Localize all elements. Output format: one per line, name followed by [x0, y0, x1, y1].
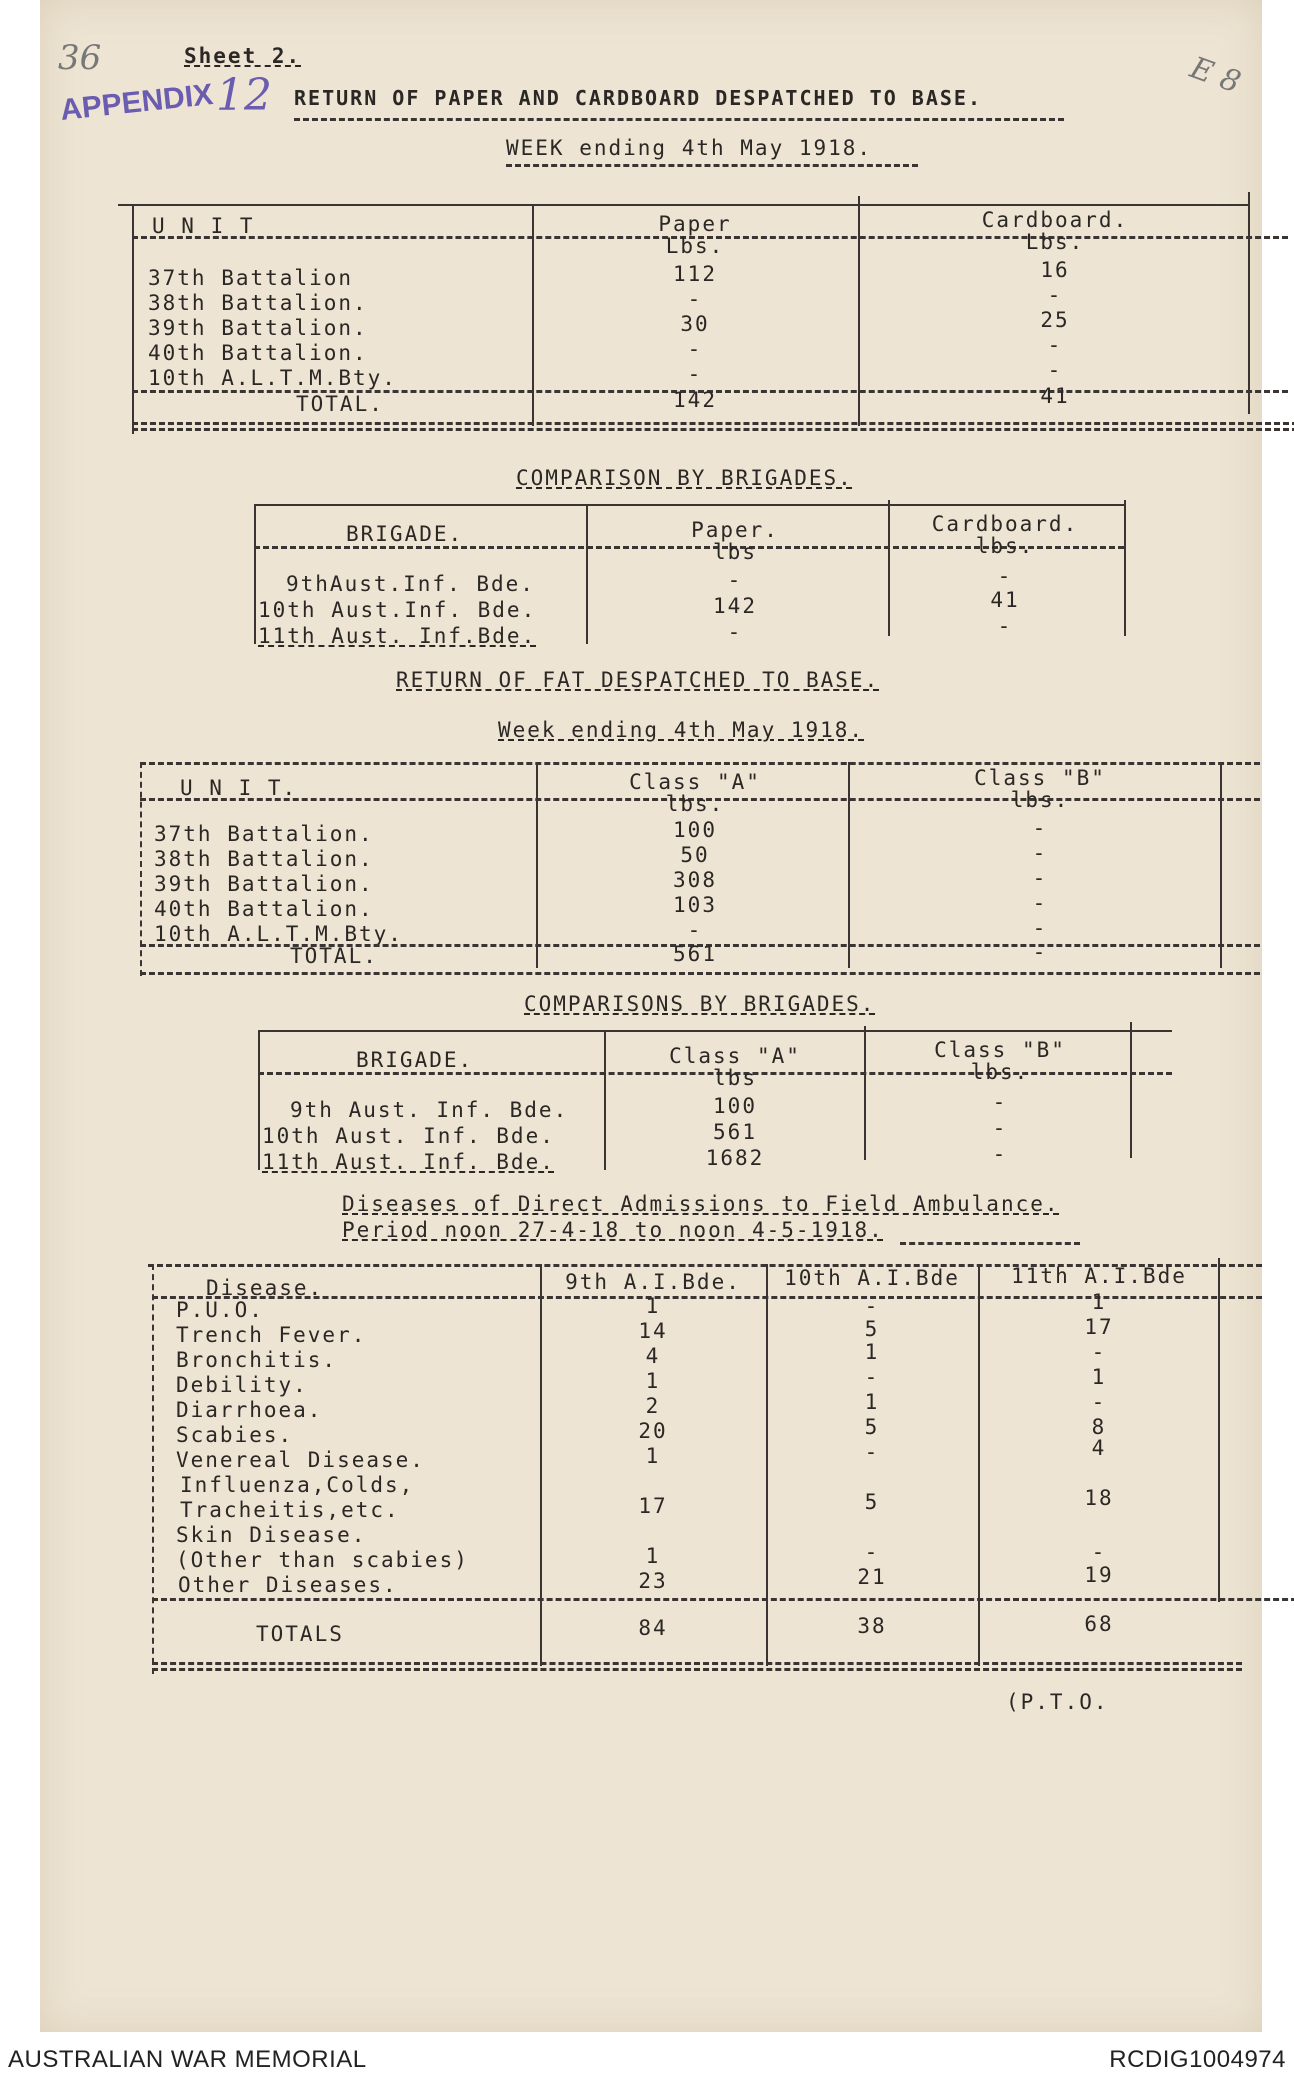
totals-11th: 68: [1084, 1612, 1114, 1636]
header-class-a-lbs: lbs: [713, 1066, 757, 1090]
row-paper: 112: [673, 262, 717, 286]
row-paper: -: [687, 287, 703, 311]
total-class-b: -: [1032, 940, 1048, 964]
disease-10th: -: [864, 1440, 880, 1464]
row-unit: 39th Battalion.: [148, 316, 368, 340]
row-cardboard: -: [1047, 333, 1063, 357]
disease-row: Skin Disease.: [176, 1523, 367, 1547]
header-paper-lbs: Lbs.: [665, 234, 725, 258]
totals-9th: 84: [638, 1616, 668, 1640]
appendix-number: 12: [216, 70, 272, 121]
row-class-b: -: [1032, 866, 1048, 890]
disease-9th: 4: [645, 1344, 661, 1368]
row-brigade: 11th Aust. Inf.Bde.: [258, 624, 537, 648]
disease-row: Other Diseases.: [178, 1573, 398, 1597]
week-ending: WEEK ending 4th May 1918.: [506, 136, 873, 160]
header-cardboard-lbs: Lbs.: [1025, 230, 1085, 254]
row-class-a: 308: [673, 868, 717, 892]
disease-9th: 20: [638, 1419, 668, 1443]
disease-row: Venereal Disease.: [176, 1448, 425, 1472]
header-unit: U N I T.: [180, 776, 298, 800]
header-disease: Disease.: [206, 1276, 324, 1300]
diseases-period: Period noon 27-4-18 to noon 4-5-1918.: [342, 1218, 884, 1242]
row-unit: 40th Battalion.: [148, 341, 368, 365]
row-class-a: -: [687, 918, 703, 942]
row-class-a: 100: [713, 1094, 757, 1118]
row-paper: 142: [713, 594, 757, 618]
disease-9th: 1: [645, 1294, 661, 1318]
disease-9th: 1: [645, 1544, 661, 1568]
disease-11th: 1: [1091, 1290, 1107, 1314]
disease-11th: 18: [1084, 1486, 1114, 1510]
disease-11th: 19: [1084, 1563, 1114, 1587]
pto-note: (P.T.O.: [1006, 1690, 1109, 1714]
row-class-b: -: [1032, 916, 1048, 940]
disease-11th: 1: [1091, 1365, 1107, 1389]
header-cardboard-lbs: lbs.: [975, 534, 1035, 558]
disease-10th: 5: [864, 1490, 880, 1514]
disease-10th: -: [864, 1540, 880, 1564]
row-cardboard: 41: [990, 588, 1020, 612]
row-brigade: 11th Aust. Inf. Bde.: [262, 1150, 555, 1174]
row-class-a: 1682: [705, 1146, 765, 1170]
row-class-a: 561: [713, 1120, 757, 1144]
row-class-a: 103: [673, 893, 717, 917]
header-class-a: Class "A": [629, 770, 761, 794]
page-title: RETURN OF PAPER AND CARDBOARD DESPATCHED TO BASE.: [294, 86, 983, 110]
corner-number: 36: [58, 38, 102, 78]
disease-10th: 1: [864, 1390, 880, 1414]
disease-row: Debility.: [176, 1373, 308, 1397]
appendix-stamp: APPENDIX: [58, 78, 215, 127]
disease-9th: 14: [638, 1319, 668, 1343]
row-class-a: 100: [673, 818, 717, 842]
row-brigade: 9thAust.Inf. Bde.: [286, 572, 535, 596]
row-unit: 10th A.L.T.M.Bty.: [148, 366, 397, 390]
row-class-b: -: [1032, 891, 1048, 915]
row-paper: -: [727, 620, 743, 644]
disease-9th: 2: [645, 1394, 661, 1418]
header-paper: Paper: [658, 212, 732, 236]
section-title: COMPARISONS BY BRIGADES.: [524, 992, 876, 1016]
header-brigade: BRIGADE.: [356, 1048, 474, 1072]
disease-10th: 1: [864, 1340, 880, 1364]
row-cardboard: -: [1047, 358, 1063, 382]
disease-row: Influenza,Colds,: [180, 1473, 415, 1497]
row-class-b: -: [1032, 816, 1048, 840]
total-cardboard: 41: [1040, 384, 1070, 408]
disease-10th: 5: [864, 1415, 880, 1439]
header-class-a: Class "A": [669, 1044, 801, 1068]
header-paper-lbs: lbs: [713, 540, 757, 564]
row-cardboard: -: [997, 564, 1013, 588]
disease-11th: -: [1091, 1340, 1107, 1364]
disease-10th: -: [864, 1365, 880, 1389]
row-unit: 37th Battalion: [148, 266, 354, 290]
header-9th: 9th A.I.Bde.: [565, 1270, 741, 1294]
row-paper: 30: [680, 312, 710, 336]
footer-id: RCDIG1004974: [1109, 2046, 1286, 2073]
row-unit: 38th Battalion.: [154, 847, 374, 871]
row-class-b: -: [992, 1090, 1008, 1114]
row-unit: 10th A.L.T.M.Bty.: [154, 922, 403, 946]
header-class-b: Class "B": [934, 1038, 1066, 1062]
disease-row: Scabies.: [176, 1423, 294, 1447]
row-unit: 38th Battalion.: [148, 291, 368, 315]
disease-9th: 23: [638, 1569, 668, 1593]
row-brigade: 10th Aust.Inf. Bde.: [258, 598, 537, 622]
fat-title: RETURN OF FAT DESPATCHED TO BASE.: [396, 668, 880, 692]
header-paper: Paper.: [691, 518, 779, 542]
sheet-label: Sheet 2.: [184, 44, 302, 68]
row-cardboard: 25: [1040, 308, 1070, 332]
disease-row: Bronchitis.: [176, 1348, 338, 1372]
fat-week: Week ending 4th May 1918.: [498, 718, 865, 742]
row-cardboard: -: [997, 614, 1013, 638]
row-brigade: 10th Aust. Inf. Bde.: [262, 1124, 555, 1148]
row-brigade: 9th Aust. Inf. Bde.: [290, 1098, 569, 1122]
totals-10th: 38: [857, 1614, 887, 1638]
corner-mark: E 8: [1185, 50, 1245, 101]
disease-11th: -: [1091, 1390, 1107, 1414]
total-class-a: 561: [673, 942, 717, 966]
disease-9th: 1: [645, 1369, 661, 1393]
row-cardboard: 16: [1040, 258, 1070, 282]
header-class-b-lbs: lbs.: [1010, 788, 1070, 812]
disease-11th: 17: [1084, 1315, 1114, 1339]
footer-source: AUSTRALIAN WAR MEMORIAL: [8, 2046, 367, 2073]
disease-9th: 17: [638, 1494, 668, 1518]
disease-11th: 8: [1091, 1415, 1107, 1439]
disease-10th: 21: [857, 1565, 887, 1589]
header-11th: 11th A.I.Bde: [1011, 1264, 1187, 1288]
header-class-a-lbs: lbs.: [665, 792, 725, 816]
total-label: TOTAL.: [290, 944, 378, 968]
header-cardboard: Cardboard.: [981, 208, 1129, 232]
disease-10th: -: [864, 1294, 880, 1318]
header-brigade: BRIGADE.: [346, 522, 464, 546]
disease-9th: 1: [645, 1444, 661, 1468]
row-class-a: 50: [680, 843, 710, 867]
header-10th: 10th A.I.Bde: [784, 1266, 960, 1290]
totals-label: TOTALS: [256, 1622, 344, 1646]
disease-row: P.U.O.: [176, 1298, 264, 1322]
disease-row: Trench Fever.: [176, 1323, 367, 1347]
row-class-b: -: [992, 1116, 1008, 1140]
header-cardboard: Cardboard.: [931, 512, 1079, 536]
disease-10th: 5: [864, 1317, 880, 1341]
document-page: [40, 0, 1262, 2032]
disease-11th: 4: [1091, 1436, 1107, 1460]
header-class-b: Class "B": [974, 766, 1106, 790]
total-paper: 142: [673, 388, 717, 412]
disease-row: Tracheitis,etc.: [180, 1498, 400, 1522]
total-label: TOTAL.: [296, 392, 384, 416]
disease-row: Diarrhoea.: [176, 1398, 323, 1422]
disease-row: (Other than scabies): [176, 1548, 469, 1572]
header-unit: U N I T: [152, 214, 255, 238]
row-cardboard: -: [1047, 283, 1063, 307]
disease-11th: -: [1091, 1540, 1107, 1564]
row-unit: 39th Battalion.: [154, 872, 374, 896]
diseases-title: Diseases of Direct Admissions to Field Ambulance.: [342, 1192, 1060, 1216]
section-title: COMPARISON BY BRIGADES.: [516, 466, 853, 490]
row-unit: 37th Battalion.: [154, 822, 374, 846]
row-paper: -: [687, 337, 703, 361]
row-class-b: -: [992, 1142, 1008, 1166]
header-class-b-lbs: lbs.: [970, 1060, 1030, 1084]
row-paper: -: [727, 568, 743, 592]
row-class-b: -: [1032, 841, 1048, 865]
row-paper: -: [687, 362, 703, 386]
row-unit: 40th Battalion.: [154, 897, 374, 921]
